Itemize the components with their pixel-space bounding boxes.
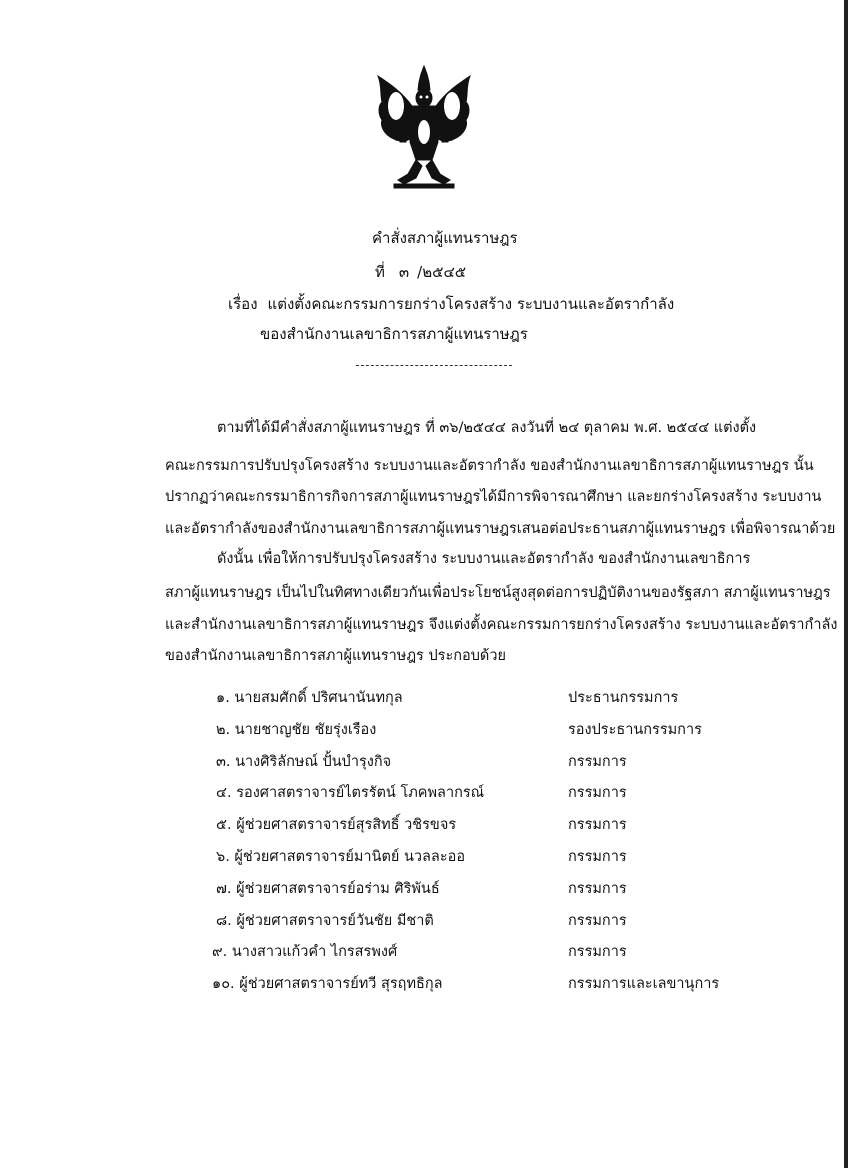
paragraph1-line: คณะกรรมการปรับปรุงโครงสร้าง ระบบงานและอัตรากำลัง ของสำนักงานเลขาธิการสภาผู้แทนราษฎร นั้น [165, 458, 814, 474]
order-subject-line2: ของสำนักงานเลขาธิการสภาผู้แทนราษฎร [260, 325, 528, 343]
paragraph1-line: และอัตรากำลังของสำนักงานเลขาธิการสภาผู้แทนราษฎรเสนอต่อประธานสภาผู้แทนราษฎร เพื่อพิจารณาด้วย [165, 521, 836, 537]
order-subject [228, 294, 674, 314]
member-name: ๓. นางศิริลักษณ์ ปั้นบำรุงกิจ [216, 753, 392, 770]
member-name: ๙. นางสาวแก้วคำ ไกรสรพงศ์ [212, 944, 398, 961]
page-edge-border [844, 0, 848, 1168]
member-row [216, 815, 736, 847]
order-number [375, 262, 466, 282]
member-name: ๗. ผู้ช่วยศาสตราจารย์อร่าม ศิริพันธ์ [216, 880, 440, 897]
member-row [216, 911, 736, 943]
title-divider [356, 365, 512, 366]
member-name: ๒. นายชาญชัย ชัยรุ่งเรือง [216, 721, 377, 738]
member-role: กรรมการ [568, 944, 627, 961]
member-row [216, 879, 736, 911]
member-name: ๘. ผู้ช่วยศาสตราจารย์วันชัย มีชาติ [216, 912, 434, 929]
member-row [216, 688, 736, 720]
paragraph2-line: และสำนักงานเลขาธิการสภาผู้แทนราษฎร จึงแต่งตั้งคณะกรรมการยกร่างโครงสร้าง ระบบงานและอัตรากำลัง [165, 617, 838, 633]
member-role: กรรมการ [568, 817, 627, 834]
member-role: กรรมการ [568, 753, 627, 770]
member-role: กรรมการและเลขานุการ [568, 976, 720, 993]
order-number-year: /๒๕๔๕ [417, 263, 467, 281]
paragraph2-line: ดังนั้น เพื่อให้การปรับปรุงโครงสร้าง ระบบงานและอัตรากำลัง ของสำนักงานเลขาธิการ [217, 551, 751, 567]
member-row [216, 752, 736, 784]
order-subject-line1: แต่งตั้งคณะกรรมการยกร่างโครงสร้าง ระบบงานและอัตรากำลัง [267, 295, 675, 313]
order-number-label: ที่ [375, 263, 385, 281]
order-title: คำสั่งสภาผู้แทนราษฎร [372, 229, 518, 247]
member-role: กรรมการ [568, 880, 627, 897]
member-name: ๖. ผู้ช่วยศาสตราจารย์มานิตย์ นวลละออ [216, 848, 466, 865]
member-row [212, 942, 736, 974]
member-role: กรรมการ [568, 848, 627, 865]
paragraph1-line: ตามที่ได้มีคำสั่งสภาผู้แทนราษฎร ที่ ๓๖/๒๕๔๔ ลงวันที่ ๒๔ ตุลาคม พ.ศ. ๒๕๔๔ แต่งตั้ง [217, 420, 757, 436]
member-role: รองประธานกรรมการ [568, 721, 702, 738]
member-role: กรรมการ [568, 785, 627, 802]
member-row [212, 974, 736, 1006]
member-role: ประธานกรรมการ [568, 690, 679, 706]
order-number-value: ๓ [398, 263, 410, 281]
paragraph2-line: สภาผู้แทนราษฎร เป็นไปในทิศทางเดียวกันเพื่อประโยชน์สูงสุดต่อการปฏิบัติงานของรัฐสภา สภาผู้แทนราษฎร [165, 585, 831, 601]
member-row [216, 720, 736, 752]
member-name: ๕. ผู้ช่วยศาสตราจารย์สุรสิทธิ์ วชิรขจร [216, 817, 457, 834]
member-row [216, 847, 736, 879]
member-name: ๑๐. ผู้ช่วยศาสตราจารย์ทวี สุรฤทธิกุล [212, 976, 443, 993]
paragraph1-line: ปรากฏว่าคณะกรรมาธิการกิจการสภาผู้แทนราษฎรได้มีการพิจารณาศึกษา และยกร่างโครงสร้าง ระบบงาน [165, 489, 822, 505]
garuda-emblem-icon [372, 62, 476, 190]
member-name: ๑. นายสมศักดิ์ ปริศนานันทกุล [216, 690, 403, 706]
order-subject-label: เรื่อง [228, 295, 258, 313]
member-name: ๔. รองศาสตราจารย์ไตรรัตน์ โภคพลากรณ์ [216, 785, 485, 802]
member-role: กรรมการ [568, 912, 627, 929]
member-row [216, 783, 736, 815]
paragraph2-line: ของสำนักงานเลขาธิการสภาผู้แทนราษฎร ประกอบด้วย [165, 648, 506, 664]
committee-member-list [212, 688, 736, 1006]
